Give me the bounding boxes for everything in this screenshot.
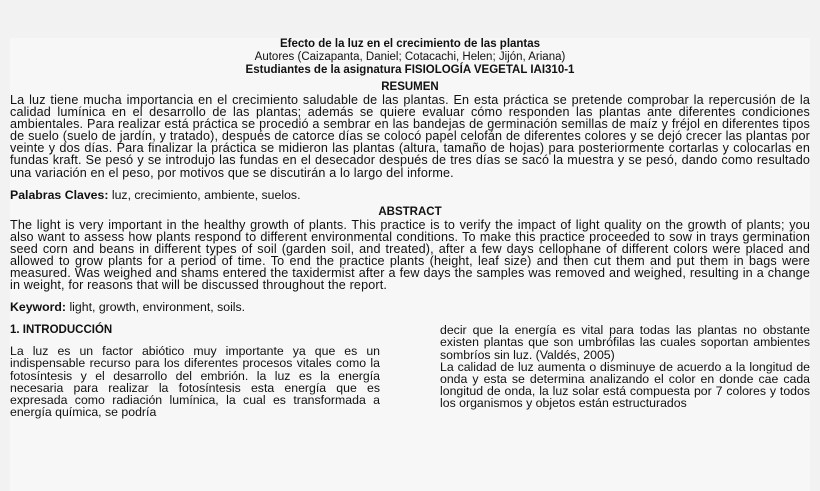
intro-heading: 1. INTRODUCCIÓN <box>10 324 113 337</box>
intro-right-column <box>440 324 810 418</box>
paper-title: Efecto de la luz en el crecimiento de las plantas <box>279 38 541 50</box>
abstract-heading: ABSTRACT <box>378 205 442 218</box>
keywords-es <box>10 189 810 202</box>
paper-page <box>10 38 810 491</box>
intro-col2-text-a: decir que la energía es vital para todas las plantas no obstante existen plantas que son umbrófilas las cuales soportan ambientes sombríos sin luz. (Valdés, 2005) <box>440 323 810 362</box>
keywords-en-text: light, growth, environment, soils. <box>66 300 246 315</box>
paper-students: Estudiantes de la asignatura FISIOLOGÍA VEGETAL IAI310-1 <box>245 64 575 76</box>
keywords-en-label: Keyword: <box>10 300 67 315</box>
keywords-en <box>10 301 810 314</box>
resumen-text: La luz tiene mucha importancia en el crecimiento saludable de las plantas. En esta práctica se pretende comprobar la repercusión de la calidad lumínica en el desarrollo de las plantas; además se quiere evaluar cómo responden las plantas ante diferentes condiciones ambientales. Para realizar está práctica se procedió a sembrar en las bandejas de germinación semillas de maíz y fréjol en diferentes tipos de suelo (suelo de jardín, y tratado), después de catorce días se colocó papel celofán de diferentes colores y se dejó crecer las plantas por veinte y dos días. Para finalizar la práctica se midieron las plantas (altura, tamaño de hojas) para posteriormente cortarlas y colocarlas en fundas kraft. Se pesó y se introdujo las fundas en el desecador después de tres días se sacó la muestra y se pesó, dando como resultado una variación en el peso, por motivos que se discutirán a lo largo del informe. <box>10 93 810 180</box>
keywords-es-label: Palabras Claves: <box>10 187 109 202</box>
keywords-es-text: luz, crecimiento, ambiente, suelos. <box>108 187 301 202</box>
intro-left-column <box>10 324 380 418</box>
paper-authors: Autores (Caizapanta, Daniel; Cotacachi, Helen; Jijón, Ariana) <box>254 51 566 63</box>
intro-col1-text: La luz es un factor abiótico muy importante ya que es un indispensable recurso para los diferentes procesos vitales como la fotosíntesis y el desarrollo del embrión. la luz es la energía necesaria para realizar la fotosíntesis esta energía que es expresada como radiación lumínica, la cual es transformada a energía química, se podría <box>10 344 380 420</box>
paper-header <box>10 38 810 77</box>
intro-columns <box>10 324 810 418</box>
resumen-heading: RESUMEN <box>381 81 439 93</box>
abstract-text: The light is very important in the healthy growth of plants. This practice is to verify the impact of light quality on the growth of plants; you also want to assess how plants respond to different environmental conditions. To make this practice proceeded to sow in trays germination seed corn and beans in different types of soil (garden soil, and treated), after a few days cellophane of different colors were placed and allowed to grow plants for a period of time. To end the practice plants (height, leaf size) and then cut them and put them in bags were measured. Was weighed and shams entered the taxidermist after a few days the samples was removed and weighed, resulting in a change in weight, for reasons that will be discussed throughout the report. <box>10 217 810 293</box>
intro-col2-text-b: La calidad de luz aumenta o disminuye de acuerdo a la longitud de onda y esta se determina analizando el color en donde cae cada longitud de onda, la luz solar está compuesta por 7 colores y todos los organismos y objetos están estructurados <box>440 359 810 411</box>
